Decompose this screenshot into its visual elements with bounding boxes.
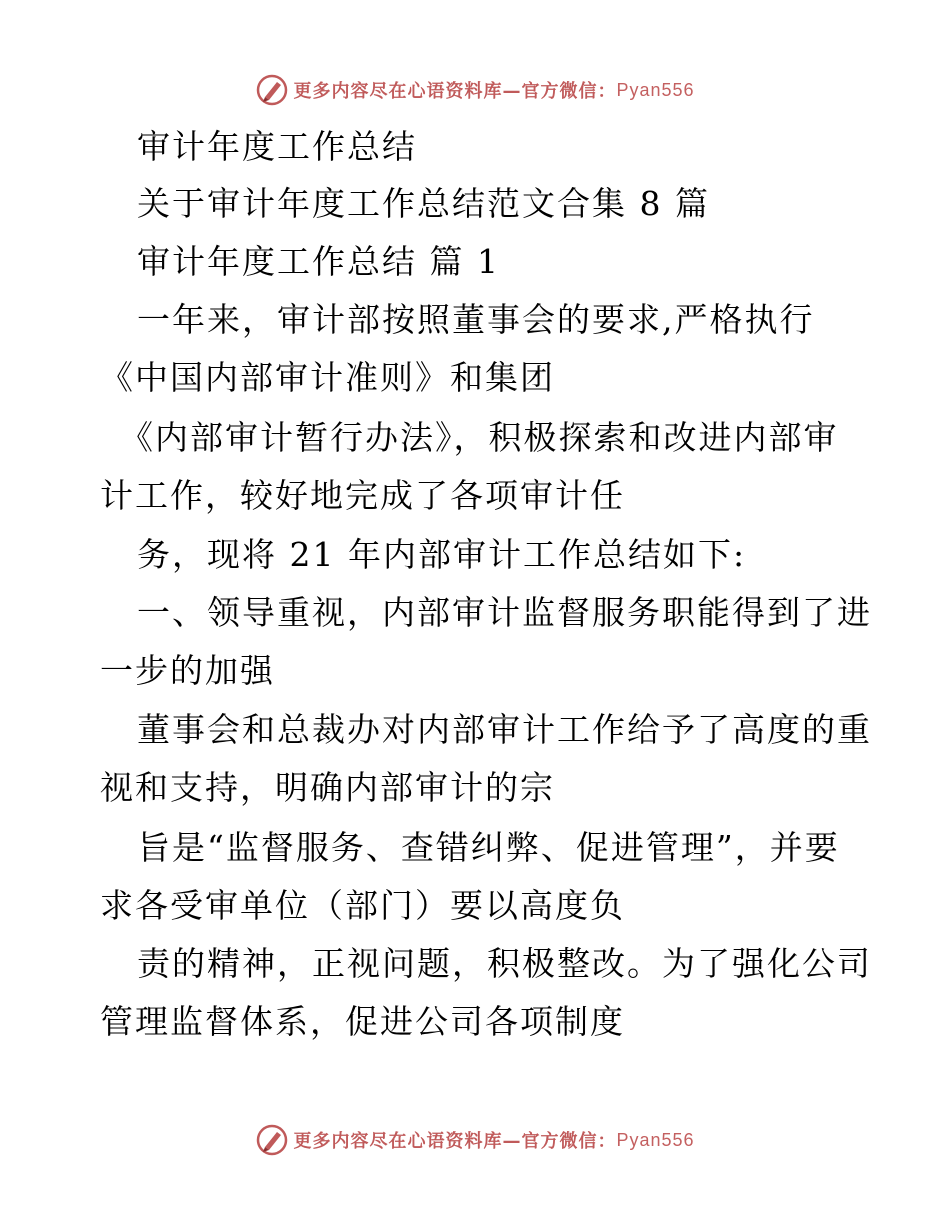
paragraph-line: 责的精神，正视问题，积极整改。为了强化公司 bbox=[137, 944, 872, 983]
wechat-id: Pyan556 bbox=[616, 1129, 695, 1150]
wechat-id: Pyan556 bbox=[616, 79, 695, 100]
section-heading: 审计年度工作总结 篇 1 bbox=[137, 242, 500, 281]
paragraph-line: 视和支持，明确内部审计的宗 bbox=[100, 768, 555, 807]
paragraph-line: 《内部审计暂行办法》，积极探索和改进内部审 bbox=[120, 418, 839, 457]
subheading-line: 一步的加强 bbox=[100, 651, 275, 690]
watermark-text: 更多内容尽在心语资料库—官方微信： bbox=[293, 81, 617, 102]
doc-title: 审计年度工作总结 bbox=[137, 127, 417, 166]
footer-watermark-banner bbox=[0, 1120, 950, 1160]
paragraph-line: 务，现将 21 年内部审计工作总结如下: bbox=[137, 535, 747, 574]
paragraph-line: 一年来，审计部按照董事会的要求,严格执行 bbox=[137, 300, 815, 339]
subheading-line: 一、领导重视，内部审计监督服务职能得到了进 bbox=[137, 593, 872, 632]
paragraph-line: 管理监督体系，促进公司各项制度 bbox=[100, 1002, 625, 1041]
doc-subtitle: 关于审计年度工作总结范文合集 8 篇 bbox=[137, 184, 710, 223]
paragraph-line: 旨是“监督服务、查错纠弊、促进管理”，并要 bbox=[137, 828, 840, 867]
paragraph-line: 《中国内部审计准则》和集团 bbox=[100, 358, 555, 397]
paragraph-line: 求各受审单位（部门）要以高度负 bbox=[100, 886, 625, 925]
pen-logo-icon bbox=[255, 1123, 289, 1157]
paragraph-line: 董事会和总裁办对内部审计工作给予了高度的重 bbox=[137, 710, 872, 749]
watermark-text: 更多内容尽在心语资料库—官方微信： bbox=[293, 1131, 617, 1152]
paragraph-line: 计工作，较好地完成了各项审计任 bbox=[100, 476, 625, 515]
